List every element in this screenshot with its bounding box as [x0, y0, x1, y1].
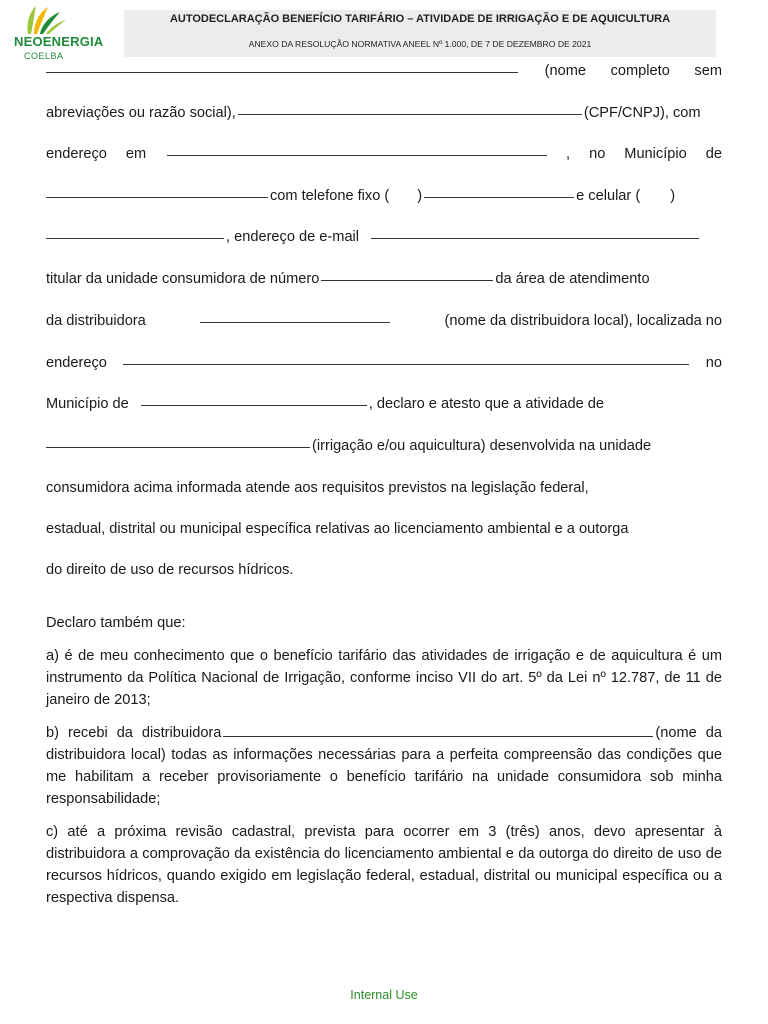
text: (nome da distribuidora local), localizada no	[444, 313, 722, 329]
text: Município	[624, 146, 687, 162]
text: de	[705, 146, 722, 162]
form-line-location	[46, 355, 722, 371]
neoenergia-logo	[14, 4, 126, 64]
text: sem	[694, 63, 722, 79]
form-line-text	[46, 521, 722, 537]
form-line-name	[46, 63, 722, 79]
form-line-consumer-unit	[46, 271, 722, 287]
distributor-name-field[interactable]	[223, 735, 653, 737]
footer-label: Internal Use	[350, 988, 418, 1002]
text: no	[705, 355, 722, 371]
cpf-cnpj-field[interactable]	[238, 113, 582, 115]
text: titular da unidade consumidora de número	[46, 271, 320, 287]
phone-field[interactable]	[424, 196, 574, 198]
document-title: AUTODECLARAÇÃO BENEFÍCIO TARIFÁRIO – ATIVIDADE DE IRRIGAÇÃO E DE AQUICULTURA	[169, 13, 671, 25]
text: da distribuidora	[46, 313, 146, 329]
text: consumidora acima informada atende aos requisitos previstos na legislação federal,	[46, 480, 589, 496]
mobile-field[interactable]	[46, 237, 224, 239]
address-field[interactable]	[167, 154, 547, 156]
text: , endereço de e-mail	[226, 229, 360, 245]
activity-field[interactable]	[46, 446, 310, 448]
text: (nome	[544, 63, 586, 79]
form-line-text	[46, 562, 722, 578]
form-line-distributor	[46, 313, 722, 329]
text: abreviações ou razão social),	[46, 105, 236, 121]
email-field[interactable]	[371, 237, 699, 239]
form-line-address	[46, 146, 722, 162]
form-line-text	[46, 480, 722, 496]
text: b) recebi da distribuidora	[46, 725, 222, 741]
text: (CPF/CNPJ), com	[583, 105, 701, 121]
form-line-municipality	[46, 396, 722, 412]
declaration-item-b	[46, 722, 722, 810]
form-line-cpf	[46, 105, 722, 121]
text: endereço	[46, 355, 107, 371]
location-municipality-field[interactable]	[141, 404, 367, 406]
brand-sub: COELBA	[24, 51, 64, 61]
text: , declaro e atesto que a atividade de	[368, 396, 605, 412]
declaration-intro: Declaro também que:	[46, 615, 186, 631]
document-header	[124, 10, 716, 57]
declaration-item-c: c) até a próxima revisão cadastral, prevista para ocorrer em 3 (três) anos, devo apresentar à distribuidora a comprovação da existência do licenciamento ambiental e da outorga do direito de uso de recursos hídricos, quando exigido em legislação federal, estadual, distrital ou municipal específica ou a respectiva dispensa.	[46, 824, 722, 906]
text: endereço	[46, 146, 107, 162]
text: (irrigação e/ou aquicultura) desenvolvida na unidade	[312, 438, 652, 454]
text: )	[417, 188, 423, 204]
name-field[interactable]	[46, 71, 518, 73]
text: (nome da distribuidora local) todas as informações necessárias para a perfeita compreensão das condições que me habilitam a receber provisoriamente o benefício tarifário na unidade consumidora sob minha responsabilidade;	[46, 725, 722, 807]
document-subtitle: ANEXO DA RESOLUÇÃO NORMATIVA ANEEL Nº 1.000, DE 7 DE DEZEMBRO DE 2021	[248, 39, 592, 49]
form-line-email	[46, 229, 722, 245]
brand-name: NEOENERGIA	[14, 34, 104, 49]
text: ,	[566, 146, 571, 162]
text: com telefone fixo (	[270, 188, 390, 204]
form-line-activity	[46, 438, 722, 454]
text: no	[589, 146, 606, 162]
leaf-icon	[20, 4, 68, 36]
location-address-field[interactable]	[123, 363, 689, 365]
form-line-phone	[46, 188, 722, 204]
text: completo	[610, 63, 670, 79]
text: do direito de uso de recursos hídricos.	[46, 562, 294, 578]
text: Município de	[46, 396, 129, 412]
distributor-field[interactable]	[200, 321, 390, 323]
text: estadual, distrital ou municipal específica relativas ao licenciamento ambiental e a outorga	[46, 521, 629, 537]
municipality-field[interactable]	[46, 196, 268, 198]
text: e celular (	[576, 188, 641, 204]
declaration-item-a: a) é de meu conhecimento que o benefício tarifário das atividades de irrigação e de aquicultura é um instrumento da Política Nacional de Irrigação, conforme inciso VII do art. 5º da Lei nº 12.787, de 11 de janeiro de 2013;	[46, 648, 722, 708]
text: em	[125, 146, 147, 162]
text: )	[670, 188, 676, 204]
text: da área de atendimento	[495, 271, 650, 287]
consumer-unit-number-field[interactable]	[321, 279, 493, 281]
